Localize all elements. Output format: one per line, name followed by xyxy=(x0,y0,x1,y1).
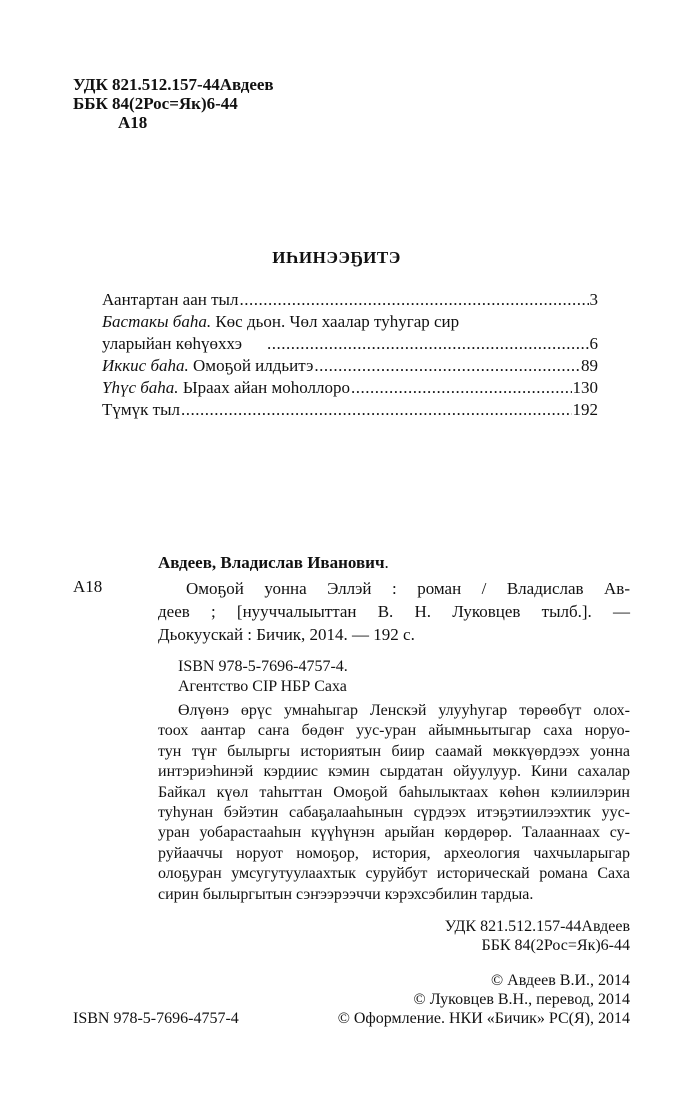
catalog-abstract xyxy=(158,701,630,905)
toc-item-part: Бастакы баһа. xyxy=(102,312,212,331)
toc-item-title: Омоҕой илдьитэ xyxy=(188,356,314,375)
copyright-isbn: ISBN 978-5-7696-4757-4 xyxy=(73,1010,239,1027)
author-period: . xyxy=(384,553,389,572)
toc-item-title: Ыраах айан моһоллоро xyxy=(178,378,351,397)
abstract-line: тоох аантар саҥа бөдөҥ уус-уран айымньытыгар саха норуо- xyxy=(158,722,630,740)
copyright-author: © Авдеев В.И., 2014 xyxy=(491,972,630,989)
toc-item-title: Түмүк тыл xyxy=(102,400,180,419)
toc-item xyxy=(102,377,598,399)
catalog-isbn: ISBN 978-5-7696-4757-4. xyxy=(178,658,348,675)
toc-item-part: Үһүс баһа. xyxy=(102,378,179,397)
contents-title: ИҺИНЭЭҔИТЭ xyxy=(272,248,401,267)
toc-item-continued xyxy=(102,333,598,355)
toc-leader xyxy=(181,399,572,421)
abstract-line: уран уобарастааһын күүһүнэн арыйан көрдөрөр. Талааннаах су- xyxy=(158,824,630,842)
toc-item-title-cont: уларыйан көһүөххэ xyxy=(102,334,243,353)
toc-item-title: Аантартан аан тыл xyxy=(102,290,239,309)
entry-line: деев ; [нууччалыыттан В. Н. Луковцев тылб.]. — xyxy=(158,602,630,621)
abstract-line: Өлүөнэ өрүс умнаһыгар Ленскэй улууһугар төрөөбүт олох- xyxy=(178,702,630,719)
toc-leader xyxy=(314,355,580,377)
author-name: Авдеев, Владислав Иванович xyxy=(158,553,385,572)
catalog-code: А18 xyxy=(73,577,103,596)
toc-item-page: 89 xyxy=(581,356,598,375)
toc-item-page: 3 xyxy=(589,290,598,309)
header-bbk: ББК 84(2Рос=Як)6-44 xyxy=(73,94,238,113)
abstract-line: руйааччы норуот номоҕор, история, археология чахчыларыгар xyxy=(158,844,630,862)
header-udk: УДК 821.512.157-44Авдеев xyxy=(73,75,274,94)
abstract-line: олоҕуран умсугутуулаахтык суруйбут историческай романа Саха xyxy=(158,865,630,883)
header-code: А18 xyxy=(118,113,148,132)
toc-item xyxy=(102,355,598,377)
catalog-udk: УДК 821.512.157-44Авдеев xyxy=(444,918,630,935)
abstract-line: интэриэһинэй кэрдиис кэмин сырдатан ойуулуур. Кини сахалар xyxy=(158,763,630,781)
toc-item xyxy=(102,311,598,333)
toc-item-page: 130 xyxy=(572,378,598,397)
table-of-contents xyxy=(102,289,598,421)
toc-leader xyxy=(267,333,588,355)
copyright-translator: © Луковцев В.Н., перевод, 2014 xyxy=(413,991,630,1008)
entry-line: Омоҕой уонна Эллэй : роман / Владислав Ав- xyxy=(186,579,630,598)
abstract-line: сирин былыргытын сэҥээрээччи кэрэхсэбилин тардыа. xyxy=(158,885,534,903)
toc-leader xyxy=(239,289,588,311)
catalog-bbk: ББК 84(2Рос=Як)6-44 xyxy=(481,937,630,954)
toc-item xyxy=(102,289,598,311)
abstract-line: тун түҥ былыргы историятын биир саамай мөккүөрдээх уонна xyxy=(158,742,630,760)
toc-leader xyxy=(351,377,571,399)
catalog-agency: Агентство CIP НБР Саха xyxy=(178,678,347,695)
abstract-line: Байкал күөл таһыттан Омоҕой баһылыктаах көһөн кэлиилэрин xyxy=(158,783,630,801)
catalog-entry xyxy=(158,577,630,646)
toc-item-page: 192 xyxy=(572,400,598,419)
toc-item-page: 6 xyxy=(589,334,598,353)
toc-item xyxy=(102,399,598,421)
toc-item-title: Көс дьон. Чөл хаалар туһугар сир xyxy=(211,312,460,331)
toc-item-part: Иккис баһа. xyxy=(102,356,189,375)
catalog-author xyxy=(158,553,389,573)
copyright-design: © Оформление. НКИ «Бичик» РС(Я), 2014 xyxy=(337,1010,630,1027)
abstract-line: туһунан бэйэтин сабаҕалааһынын сүрдээх итэҕэтиилээхтик уус- xyxy=(158,804,630,822)
entry-line: Дьокуускай : Бичик, 2014. — 192 с. xyxy=(158,625,415,644)
